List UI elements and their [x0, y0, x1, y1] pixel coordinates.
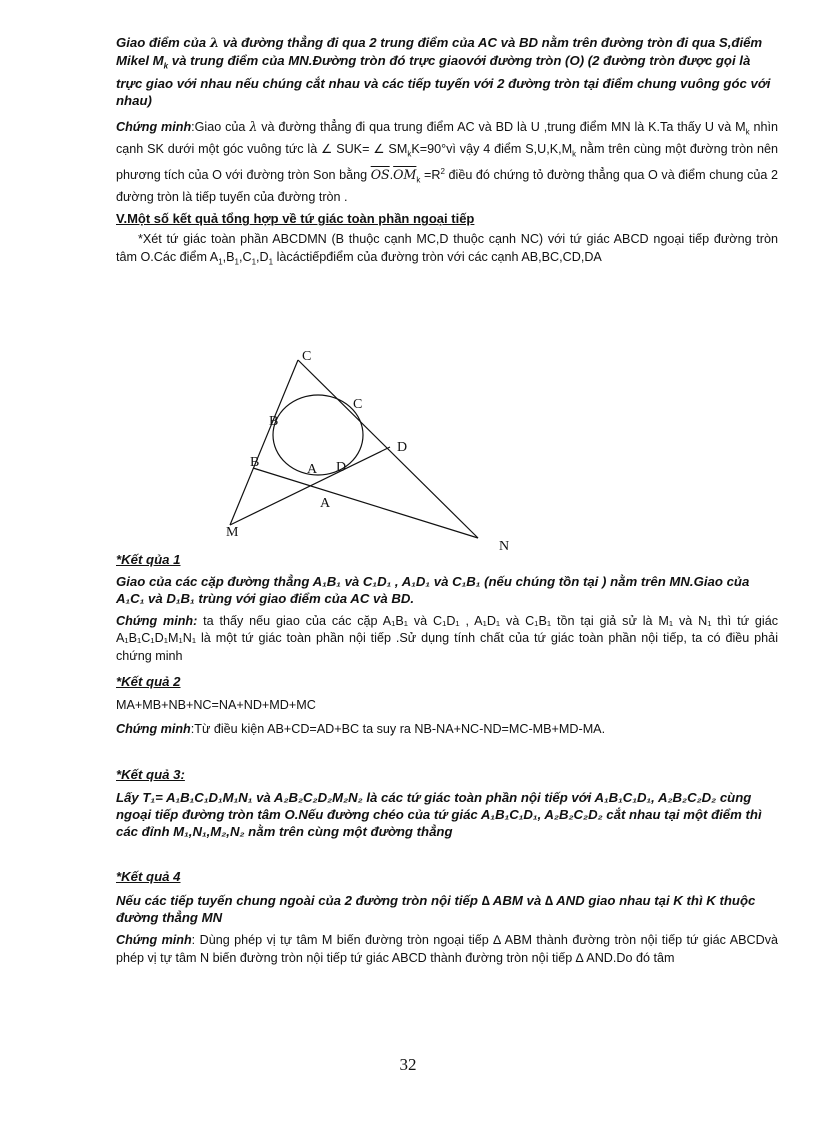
result-1-title: *Kết qủa 1 [116, 551, 181, 567]
label-n: N [499, 539, 510, 554]
section-heading: V.Một số kết quả tổng hợp về tứ giác toàn phần ngoại tiếp [116, 211, 475, 227]
label-b1: B [269, 414, 279, 429]
label-m: M [226, 525, 239, 540]
label-b: B [250, 455, 260, 470]
line-cn [298, 360, 478, 538]
label-a: A [320, 496, 331, 511]
result-2-proof: Chứng minh:Từ điều kiện AB+CD=AD+BC ta suy ra NB-NA+NC-ND=MC-MB+MD-MA. [116, 721, 606, 736]
result-1-statement: Giao của các cặp đường thẳng A₁B₁ và C₁D₁ , A₁D₁ và C₁B₁ (nếu chúng tồn tại ) nằm trên MN.Giao của A₁C₁ và D₁B₁ trùng với giao điểm của AC và BD. [116, 573, 750, 606]
result-4-statement: Nếu các tiếp tuyến chung ngoài của 2 đường tròn nội tiếp ∆ ABM và ∆ AND giao nhau tại K thì K thuộc đường thẳng MN [116, 893, 756, 926]
page-number: 32 [399, 1055, 417, 1074]
vector-om: $\overline{OM}$ [393, 166, 417, 182]
line-cm [230, 360, 298, 525]
result-4-title: *Kết quả 4 [116, 869, 181, 885]
result-3-title: *Kết quả 3: [116, 767, 185, 783]
incircle [273, 395, 363, 475]
section-intro: *Xét tứ giác toàn phần ABCDMN (B thuộc cạnh MC,D thuộc cạnh NC) với tứ giác ABCD ngoại tiếp đường tròn tâm O.Các điểm $A_1,B_1,C_1,D_1$ làcáctiếpđiểm của đường tròn với các cạnh AB,BC,CD,DA [116, 232, 778, 267]
label-c: C [302, 349, 312, 364]
result-2-title: *Kết quả 2 [116, 674, 181, 690]
vector-os: $\overline{OS}$ [370, 166, 390, 182]
label-a1: A [307, 462, 318, 477]
label-d1: D [336, 460, 347, 475]
label-c1: C [353, 397, 363, 412]
result-4-proof: Chứng minh: Dùng phép vị tự tâm M biến đường tròn ngoại tiếp ∆ ABM thành đường tròn nội tiếp tứ giác ABCDvà phép vị tự tâm N biến đường tròn nội tiếp tứ giác ABCD thành đường tròn nội tiếp ∆ AND.Do đó tâm [116, 933, 779, 965]
label-d: D [397, 440, 408, 455]
result-3-statement: Lấy T₁= A₁B₁C₁D₁M₁N₁ và A₂B₂C₂D₂M₂N₂ là các tứ giác toàn phần nội tiếp với A₁B₁C₁D₁, A₂B₂C₂D₂ cùng ngoại tiếp đường tròn tâm O.Nếu đường chéo của tứ giác A₁B₁C₁D₁, A₂B₂C₂D₂ cắt nhau tại một điểm thì các đỉnh M₁,N₁,M₂,N₂ nằm trên cùng một đường thẳng [116, 790, 762, 840]
result-1-proof: Chứng minh: ta thấy nếu giao của các cặp A₁B₁ và C₁D₁ , A₁D₁ và C₁B₁ tồn tại giả sử là M₁ và N₁ thì tứ giác A₁B₁C₁D₁M₁N₁ là một tứ giác toàn phần nội tiếp .Sử dụng tính chất của tứ giác toàn phần nội tiếp, ta có điều phải chứng minh [116, 613, 779, 663]
mikel-statement: Giao điểm của λ và đường thẳng đi qua 2 trung điểm của AC và BD nằm trên đường tròn đi qua S,điểm Mikel $M_k$ và trung điểm của MN.Đường tròn đó trực giaovới đường tròn (O) (2 đường tròn được gọi là trực giao với nhau nếu chúng cắt nhau và các tiếp tuyến với 2 đường tròn tại điểm chung vuông góc với nhau) [116, 35, 771, 108]
result-2-formula: MA+MB+NB+NC=NA+ND+MD+MC [116, 698, 316, 713]
line-bn [253, 468, 478, 538]
geometry-figure [210, 340, 530, 560]
proof-paragraph-1: Chứng minh:Giao của λ và đường thẳng đi qua trung điểm AC và BD là U ,trung điểm MN là K.Ta thấy U và $M_k$ nhìn cạnh SK dưới một góc vuông tức là ∠ SUK= ∠ $SM_kK=90^\circ vì$ vậy 4 điểm $S,U,K,M_k$ nằm trên cùng một đường tròn nên phương tích của O với đường tròn Son bằng $\overline{OS}.\overline{OM}_k =R^2$ điều đó chứng tỏ đường thẳng qua O và điểm chung của 2 đường tròn là tiếp tuyến của đường tròn . [116, 118, 779, 204]
